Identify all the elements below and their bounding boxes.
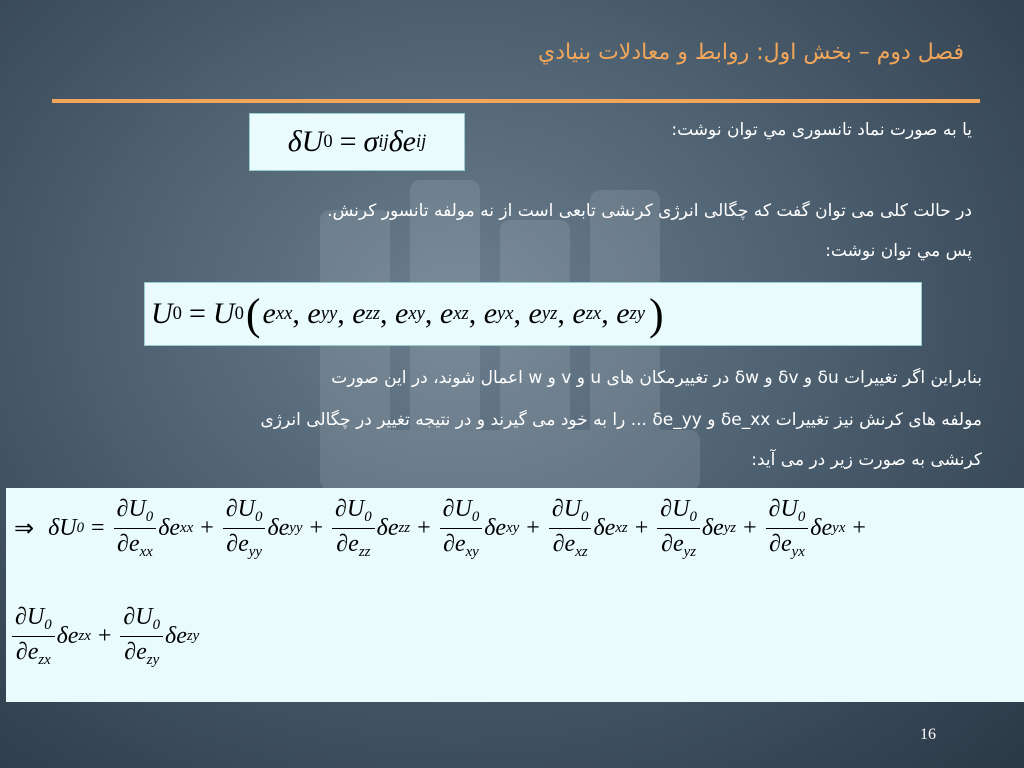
title-divider: [52, 99, 980, 103]
partial-fraction: $\frac{\partial U_0}{\partial e_{xz}}$: [549, 496, 592, 562]
partial-fraction: $\frac{\partial U_0}{\partial e_{xy}}$: [440, 496, 483, 562]
partial-fraction: $\frac{\partial U_0}{\partial e_{zx}}$: [12, 604, 55, 670]
partial-fraction: $\frac{\partial U_0}{\partial e_{zz}}$: [332, 496, 375, 562]
equation-tensor-form: δU 0 = σ ij δe ij: [249, 113, 465, 171]
text-can-write: پس مي توان نوشت:: [825, 241, 972, 261]
equation-energy-variation: ⇒ δU 0 = $\frac{\partial U_0}{\partial e_{xx}}$ δe xx + $\frac{\partial U_0}{\partial e_{yy}}$ δe yy + $\frac{\partial U_0}{\partial e_{zz}}$ δe zz + $\frac{\partial U_0}{\partial e_{xy}}$ δe xy + $\frac{\partial U_0}{\partial e_{xz}}$ δe xz + $\frac{\partial U_0}{\partial e_{yz}}$ δe yz + $\frac{\partial U_0}{\partial e_{yx}}$ δe yx + $\frac{\partial U_0}{\partial e_{zx}}$ δe zx + $\frac{\partial U_0}{\partial e_{zy}}$ δe zy: [6, 488, 1024, 702]
text-variations-intro: بنابراين اگر تغييرات δu و δv و δw در تغييرمکان های u و v و w اعمال شوند، در اين صورت: [331, 368, 982, 388]
text-strain-energy-function: در حالت کلی می توان گفت که چگالی انرژی کرنشی تابعی است از نه مولفه تانسور کرنش.: [327, 201, 972, 221]
partial-fraction: $\frac{\partial U_0}{\partial e_{yx}}$: [766, 496, 809, 562]
page-number: 16: [920, 726, 936, 743]
text-energy-change: کرنشی به صورت زير در می آيد:: [751, 450, 982, 470]
partial-fraction: $\frac{\partial U_0}{\partial e_{yy}}$: [223, 496, 266, 562]
partial-fraction: $\frac{\partial U_0}{\partial e_{xx}}$: [114, 496, 157, 562]
equation-strain-energy-function: U 0 = U 0 ( e xx , e yy , e zz , e xy , e xz , e yx , e yz , e zx , e zy ): [144, 282, 922, 346]
partial-fraction: $\frac{\partial U_0}{\partial e_{zy}}$: [120, 604, 163, 670]
slide-title: فصل دوم – بخش اول: روابط و معادلات بنيادي: [537, 40, 964, 65]
partial-fraction: $\frac{\partial U_0}{\partial e_{yz}}$: [657, 496, 700, 562]
text-tensor-form-intro: يا به صورت نماد تانسوری مي توان نوشت:: [671, 120, 972, 140]
text-strain-variations: مولفه های کرنش نيز تغييرات δe_xx و δe_yy ... را به خود می گيرند و در نتيجه تغيير در چگالی انرژی: [260, 410, 982, 430]
